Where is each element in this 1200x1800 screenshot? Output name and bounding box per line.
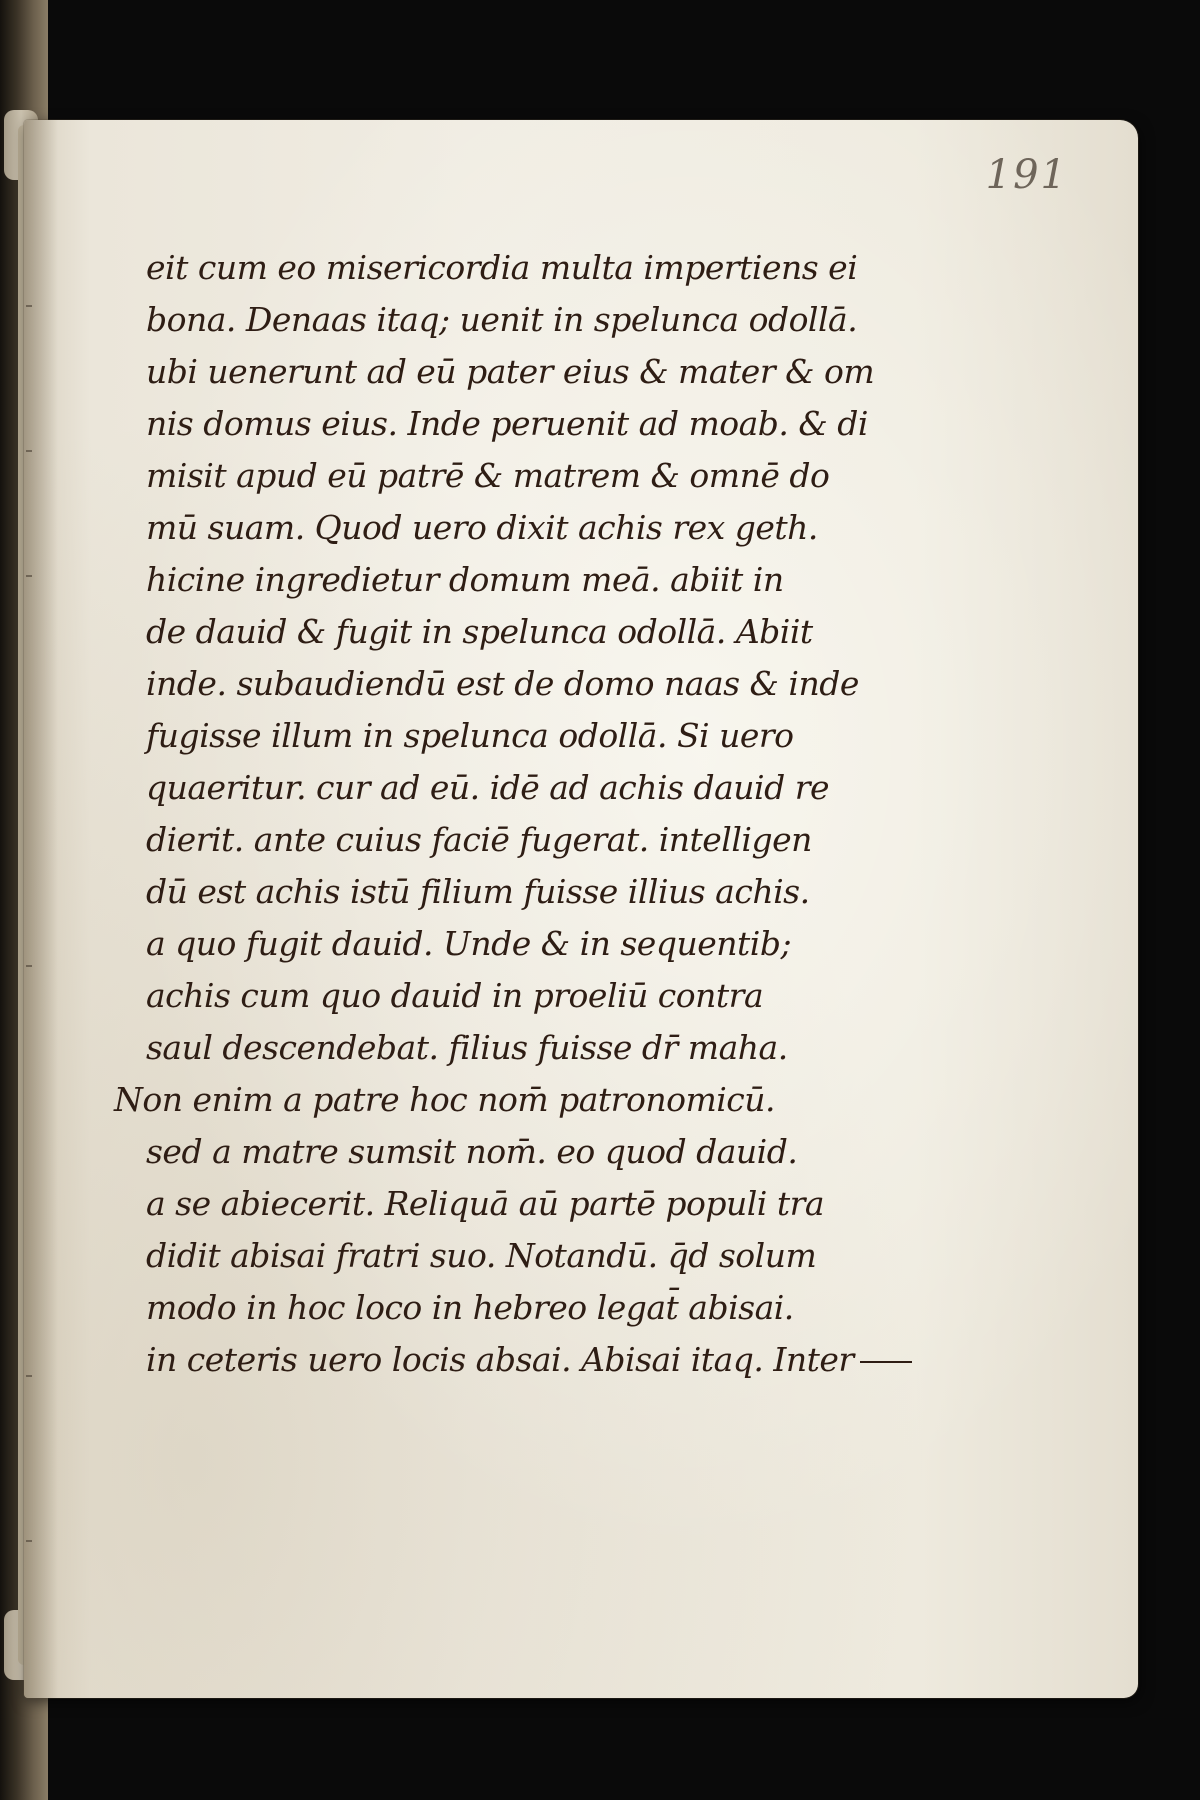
text-line: ubi uenerunt ad eū pater eius & mater & om <box>146 352 875 391</box>
text-line: a quo fugit dauid. Unde & in sequentib; <box>146 924 792 963</box>
manuscript-page <box>24 120 1138 1698</box>
text-line: inde. subaudiendū est de domo naas & inde <box>146 664 859 703</box>
pricking-mark <box>26 450 32 452</box>
text-line: Non enim a patre hoc nom̄ patronomicū. <box>114 1080 776 1119</box>
text-block <box>114 242 974 1386</box>
text-line: a se abiecerit. Reliquā aū partē populi tra <box>146 1184 825 1223</box>
text-line: hicine ingredietur domum meā. abiit in <box>146 560 784 599</box>
text-line: dū est achis istū filium fuisse illius achis. <box>146 872 810 911</box>
text-line: de dauid & fugit in spelunca odollā. Abiit <box>146 612 813 651</box>
pricking-mark <box>26 305 32 307</box>
pricking-mark <box>26 965 32 967</box>
pricking-mark <box>26 575 32 577</box>
text-line-last <box>114 1334 974 1386</box>
pricking-mark <box>26 1540 32 1542</box>
text-line: eit cum eo misericordia multa impertiens ei <box>146 248 858 287</box>
text-line: didit abisai fratri suo. Notandū. q̄d solum <box>146 1236 817 1275</box>
text-line: bona. Denaas itaq; uenit in spelunca odollā. <box>146 300 858 339</box>
text-line: nis domus eius. Inde peruenit ad moab. & di <box>146 404 868 443</box>
text-line-content: in ceteris uero locis absai. Abisai itaq. Inter <box>146 1340 854 1379</box>
text-line: dierit. ante cuius faciē fugerat. intelligen <box>146 820 812 859</box>
text-line: mū suam. Quod uero dixit achis rex geth. <box>146 508 818 547</box>
text-line: misit apud eū patrē & matrem & omnē do <box>146 456 830 495</box>
gutter-shadow <box>24 120 58 1698</box>
text-line: modo in hoc loco in hebreo legat̄ abisai. <box>146 1288 794 1327</box>
text-line: saul descendebat. filius fuisse dr̄ maha. <box>146 1028 788 1067</box>
text-line: fugisse illum in spelunca odollā. Si uero <box>146 716 794 755</box>
text-line: achis cum quo dauid in proeliū contra <box>146 976 764 1015</box>
folio-number: 191 <box>985 152 1068 198</box>
text-line: sed a matre sumsit nom̄. eo quod dauid. <box>146 1132 798 1171</box>
text-line: quaeritur. cur ad eū. idē ad achis dauid re <box>146 768 830 807</box>
pricking-mark <box>26 1375 32 1377</box>
line-filler-stroke <box>860 1361 912 1363</box>
